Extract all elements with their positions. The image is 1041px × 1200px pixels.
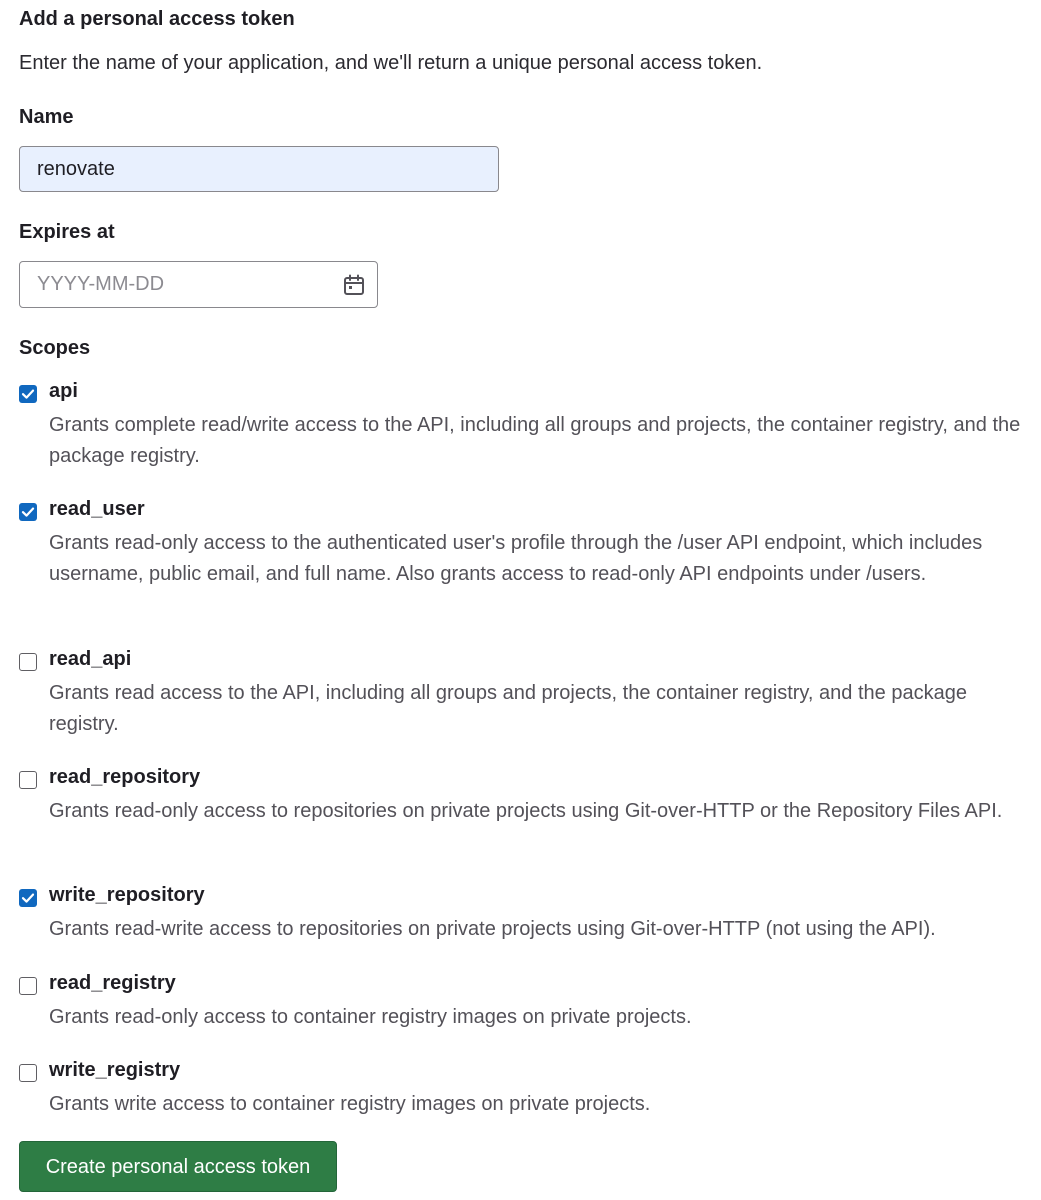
scope-write-registry-label[interactable]: write_registry: [49, 1059, 181, 1081]
expires-at-label: Expires at: [19, 221, 115, 243]
scope-write-registry-description: Grants write access to container registry images on private projects.: [49, 1093, 651, 1115]
scopes-label: Scopes: [19, 337, 91, 359]
scope-read-repository-description: Grants read-only access to repositories on private projects using Git-over-HTTP or the Repository Files API.: [49, 800, 1003, 822]
scope-api-checkbox[interactable]: [19, 385, 37, 403]
scope-read-api-label[interactable]: read_api: [49, 648, 132, 670]
scope-api-description: Grants complete read/write access to the API, including all groups and projects, the container registry, and the package registry.: [49, 414, 1021, 467]
name-label: Name: [19, 106, 74, 128]
scope-read-api-description: Grants read access to the API, including all groups and projects, the container registry, and the package registry.: [49, 682, 967, 735]
page-title: Add a personal access token: [19, 8, 295, 30]
create-token-button[interactable]: Create personal access token: [19, 1141, 337, 1192]
scope-read-registry-label[interactable]: read_registry: [49, 972, 176, 994]
scope-write-repository-checkbox[interactable]: [19, 889, 37, 907]
expires-at-input[interactable]: [20, 262, 320, 307]
scope-read-registry-checkbox[interactable]: [19, 977, 37, 995]
scope-read-user-checkbox[interactable]: [19, 503, 37, 521]
check-icon: [19, 385, 37, 403]
scope-api-label[interactable]: api: [49, 380, 78, 402]
scope-read-user-description: Grants read-only access to the authenticated user's profile through the /user API endpoint, which includes username, public email, and full name. Also grants access to read-only API endpoints under /users.: [49, 532, 983, 585]
scope-read-repository-label[interactable]: read_repository: [49, 766, 201, 788]
scope-read-api-checkbox[interactable]: [19, 653, 37, 671]
form-description: Enter the name of your application, and we'll return a unique personal access token.: [19, 52, 763, 74]
scope-write-repository-description: Grants read-write access to repositories on private projects using Git-over-HTTP (not using the API).: [49, 918, 936, 940]
token-name-input[interactable]: [19, 146, 499, 192]
check-icon: [19, 889, 37, 907]
calendar-icon[interactable]: [343, 274, 365, 296]
check-icon: [19, 503, 37, 521]
scope-read-registry-description: Grants read-only access to container registry images on private projects.: [49, 1006, 692, 1028]
scope-write-repository-label[interactable]: write_repository: [49, 884, 205, 906]
scope-read-repository-checkbox[interactable]: [19, 771, 37, 789]
scope-write-registry-checkbox[interactable]: [19, 1064, 37, 1082]
scope-read-user-label[interactable]: read_user: [49, 498, 145, 520]
expires-at-field[interactable]: [19, 261, 378, 308]
